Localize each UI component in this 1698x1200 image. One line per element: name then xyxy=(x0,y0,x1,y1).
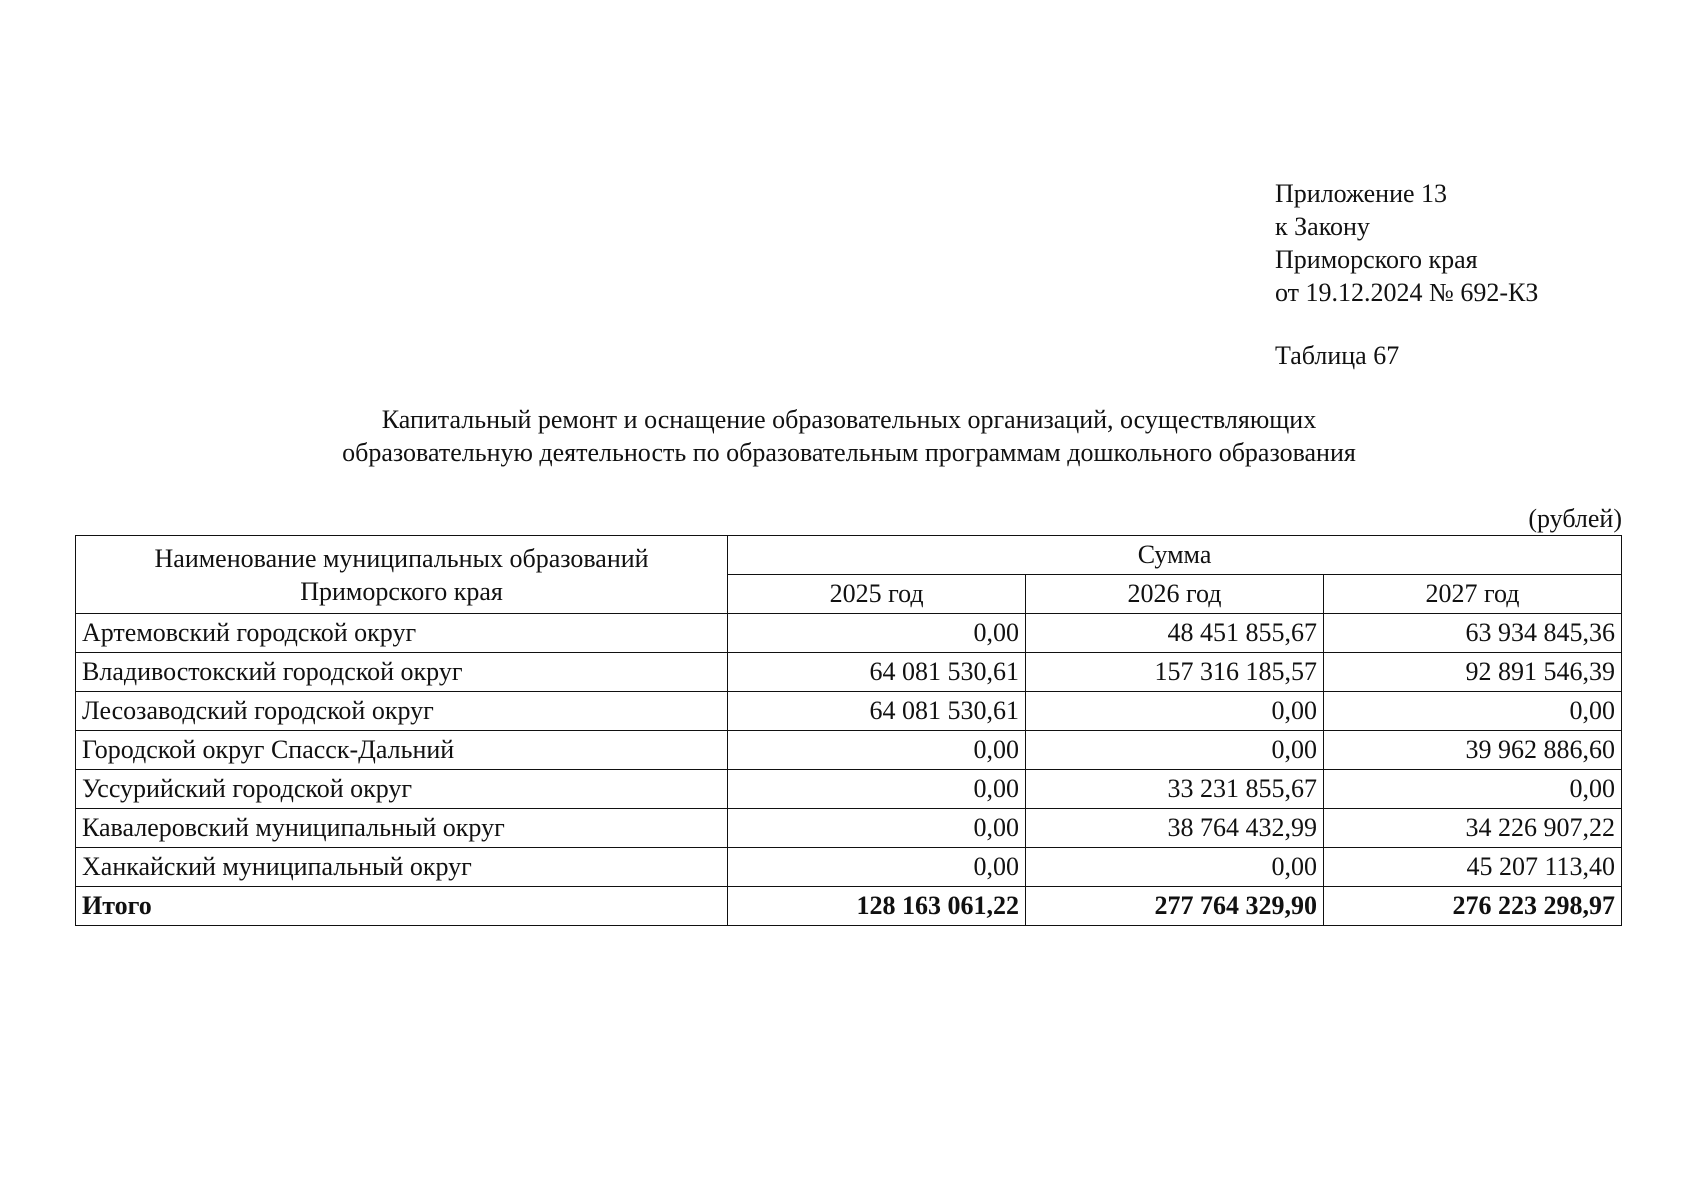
municipality-column-header xyxy=(76,536,728,614)
table-row xyxy=(76,653,1622,692)
table-row xyxy=(76,614,1622,653)
municipality-name: Артемовский городской округ xyxy=(76,614,728,653)
table-row xyxy=(76,848,1622,887)
budget-table xyxy=(75,535,1622,926)
municipality-name: Владивостокский городской округ xyxy=(76,653,728,692)
document-title xyxy=(0,403,1698,469)
appendix-line: от 19.12.2024 № 692-КЗ xyxy=(1275,278,1539,307)
table-row xyxy=(76,809,1622,848)
amount-cell: 48 451 855,67 xyxy=(1026,614,1324,653)
amount-cell: 45 207 113,40 xyxy=(1324,848,1622,887)
amount-cell: 0,00 xyxy=(1324,692,1622,731)
total-amount-cell: 277 764 329,90 xyxy=(1026,887,1324,926)
municipality-name: Городской округ Спасск-Дальний xyxy=(76,731,728,770)
sum-column-header: Сумма xyxy=(728,536,1622,575)
amount-cell: 0,00 xyxy=(1026,692,1324,731)
year-header: 2025 год xyxy=(728,575,1026,614)
amount-cell: 39 962 886,60 xyxy=(1324,731,1622,770)
amount-cell: 34 226 907,22 xyxy=(1324,809,1622,848)
table-number: Таблица 67 xyxy=(1275,341,1400,370)
appendix-reference xyxy=(1275,177,1538,309)
table-row xyxy=(76,731,1622,770)
appendix-line: Приморского края xyxy=(1275,245,1478,274)
amount-cell: 92 891 546,39 xyxy=(1324,653,1622,692)
title-line: образовательную деятельность по образовательным программам дошкольного образования xyxy=(342,438,1356,467)
appendix-line: к Закону xyxy=(1275,212,1370,241)
amount-cell: 0,00 xyxy=(728,614,1026,653)
table-row xyxy=(76,692,1622,731)
units-label: (рублей) xyxy=(1528,504,1622,533)
total-row xyxy=(76,887,1622,926)
header-name-line: Наименование муниципальных образований xyxy=(154,543,649,573)
title-line: Капитальный ремонт и оснащение образовательных организаций, осуществляющих xyxy=(381,405,1317,434)
amount-cell: 64 081 530,61 xyxy=(728,692,1026,731)
header-name-line: Приморского края xyxy=(300,576,503,606)
amount-cell: 0,00 xyxy=(728,848,1026,887)
amount-cell: 0,00 xyxy=(1324,770,1622,809)
total-label: Итого xyxy=(76,887,728,926)
year-header: 2026 год xyxy=(1026,575,1324,614)
amount-cell: 33 231 855,67 xyxy=(1026,770,1324,809)
total-amount-cell: 276 223 298,97 xyxy=(1324,887,1622,926)
amount-cell: 0,00 xyxy=(1026,848,1324,887)
amount-cell: 64 081 530,61 xyxy=(728,653,1026,692)
amount-cell: 157 316 185,57 xyxy=(1026,653,1324,692)
amount-cell: 38 764 432,99 xyxy=(1026,809,1324,848)
municipality-name: Лесозаводский городской округ xyxy=(76,692,728,731)
year-header: 2027 год xyxy=(1324,575,1622,614)
appendix-line: Приложение 13 xyxy=(1275,179,1448,208)
amount-cell: 0,00 xyxy=(728,731,1026,770)
municipality-name: Ханкайский муниципальный округ xyxy=(76,848,728,887)
header-row xyxy=(76,536,1622,575)
amount-cell: 0,00 xyxy=(1026,731,1324,770)
amount-cell: 0,00 xyxy=(728,809,1026,848)
total-amount-cell: 128 163 061,22 xyxy=(728,887,1026,926)
municipality-name: Уссурийский городской округ xyxy=(76,770,728,809)
municipality-name: Кавалеровский муниципальный округ xyxy=(76,809,728,848)
amount-cell: 63 934 845,36 xyxy=(1324,614,1622,653)
amount-cell: 0,00 xyxy=(728,770,1026,809)
table-row xyxy=(76,770,1622,809)
